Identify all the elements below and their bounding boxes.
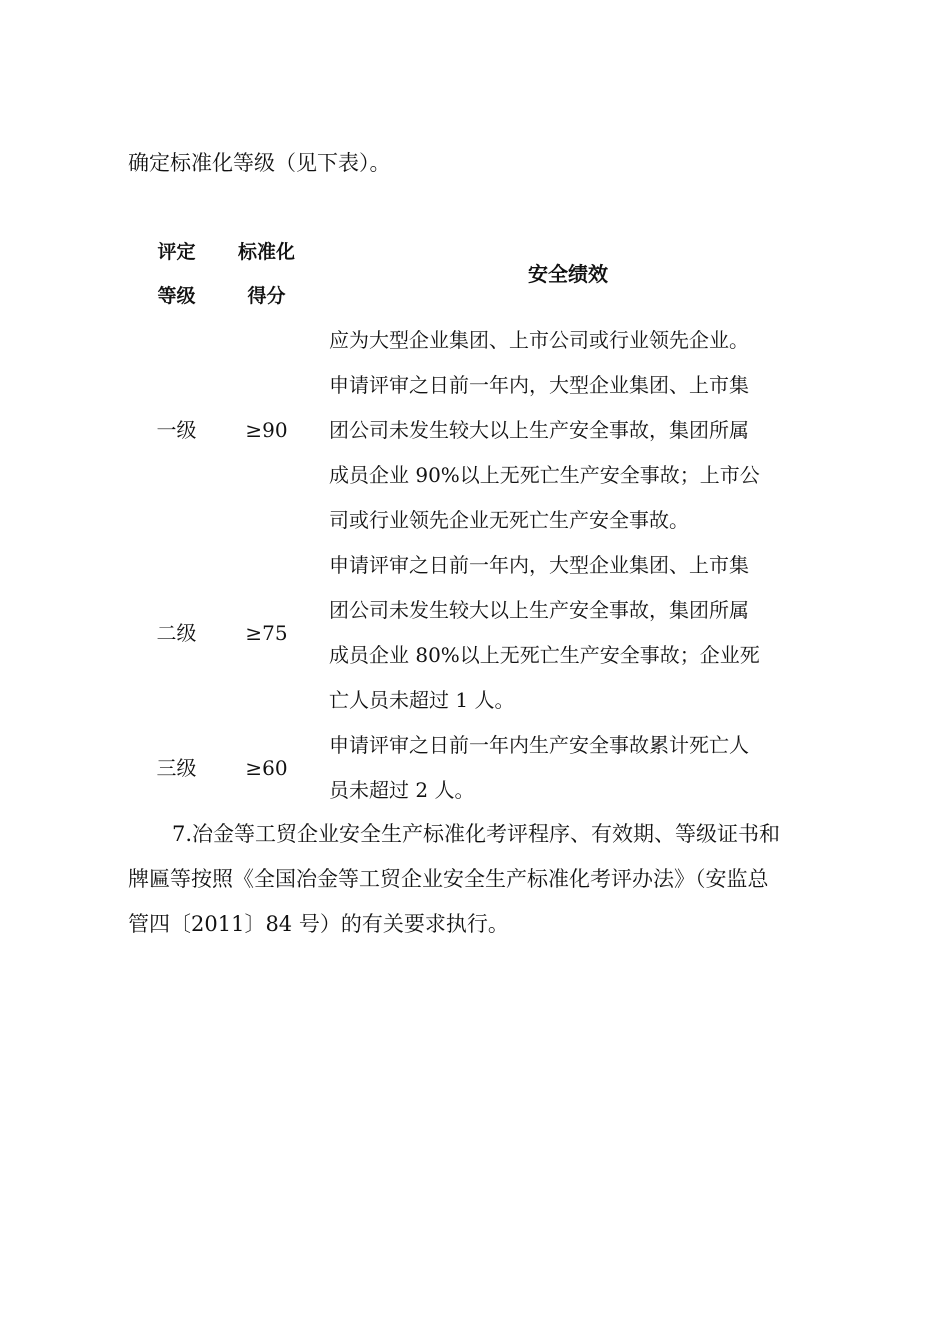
- header-score-line1: 标准化: [237, 241, 295, 263]
- row-grade: 二级: [156, 620, 197, 645]
- paragraph-line: 管四〔2011〕84 号）的有关要求执行。: [128, 912, 509, 936]
- header-grade-line1: 评定: [157, 241, 196, 263]
- paragraph-line: 牌匾等按照《全国冶金等工贸企业安全生产标准化考评办法》（安监总: [128, 867, 769, 891]
- performance-line: 员未超过 2 人。: [329, 778, 475, 802]
- performance-line: 团公司未发生较大以上生产安全事故，集团所属: [329, 598, 749, 622]
- row-grade: 一级: [156, 418, 197, 442]
- performance-line: 团公司未发生较大以上生产安全事故，集团所属: [329, 418, 749, 442]
- row-score: ≥90: [245, 418, 288, 442]
- performance-line: 亡人员未超过 1 人。: [329, 688, 515, 712]
- grade-table: [133, 230, 823, 813]
- performance-line: 成员企业 80%以上无死亡生产安全事故；企业死: [329, 643, 760, 667]
- row-performance: [313, 543, 823, 723]
- body-paragraph: [128, 812, 828, 947]
- header-score-line2: 得分: [247, 285, 286, 307]
- performance-line: 成员企业 90%以上无死亡生产安全事故；上市公: [329, 463, 760, 487]
- paragraph-line: 7.冶金等工贸企业安全生产标准化考评程序、有效期、等级证书和: [172, 822, 781, 846]
- table-row: [133, 543, 823, 723]
- performance-line: 申请评审之日前一年内，大型企业集团、上市集: [329, 553, 749, 577]
- table-row: [133, 318, 823, 543]
- row-score: ≥60: [245, 755, 288, 780]
- performance-line: 司或行业领先企业无死亡生产安全事故。: [329, 508, 689, 532]
- header-score: [220, 230, 313, 318]
- intro-text: 确定标准化等级（见下表）。: [128, 151, 391, 175]
- row-performance: [313, 723, 823, 813]
- table-row: [133, 723, 823, 813]
- header-grade: [133, 230, 220, 318]
- performance-line: 应为大型企业集团、上市公司或行业领先企业。: [329, 328, 749, 352]
- performance-line: 申请评审之日前一年内生产安全事故累计死亡人: [329, 733, 749, 757]
- performance-line: 申请评审之日前一年内，大型企业集团、上市集: [329, 373, 749, 397]
- table-header-row: [133, 230, 823, 318]
- header-performance: 安全绩效: [528, 262, 608, 286]
- row-grade: 三级: [156, 755, 197, 780]
- header-grade-line2: 等级: [157, 285, 196, 307]
- row-score: ≥75: [245, 620, 288, 645]
- row-performance: [313, 318, 823, 543]
